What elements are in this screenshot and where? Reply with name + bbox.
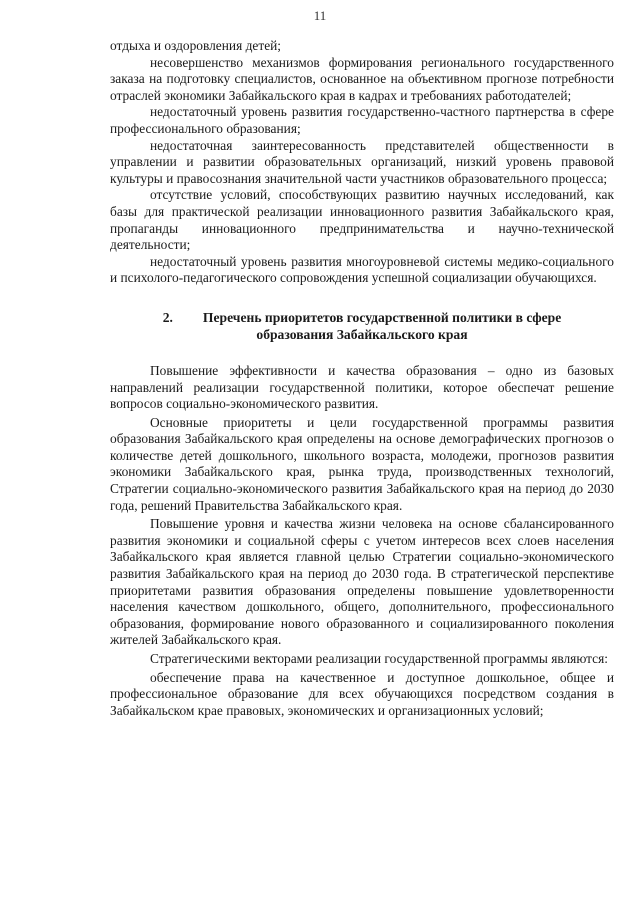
paragraph: несовершенство механизмов формирования регионального государственного заказа на подготовку специалистов, основанное на объективном прогнозе потребности отраслей экономики Забайкальского края в кадрах и требованиях работодателей; (110, 54, 614, 103)
section-priorities (110, 363, 614, 719)
page-number: 11 (313, 8, 327, 23)
paragraph: недостаточный уровень развития государственно-частного партнерства в сфере профессионального образования; (110, 104, 614, 136)
paragraph: Основные приоритеты и цели государственной программы развития образования Забайкальского края определены на основе демографических прогнозов о количестве детей дошкольного, школьного возраста, молодежи, прогнозов развития экономики Забайкальского края, рынка труда, производственных технологий, Стратегии социально-экономического развития Забайкальского края на период до 2030 года, решений Правительства Забайкальского края. (110, 414, 614, 513)
section-problems-list (110, 38, 614, 287)
section-heading (110, 309, 614, 343)
section-number: 2. (162, 309, 173, 325)
paragraph: отсутствие условий, способствующих развитию научных исследований, как базы для практической реализации инновационного развития Забайкальского края, пропаганды инновационного предпринимательства и научно-технической деятельности; (110, 187, 614, 253)
paragraph: недостаточный уровень развития многоуровневой системы медико-социального и психолого-педагогического сопровождения успешной социализации обучающихся. (110, 253, 614, 286)
document-body (110, 38, 614, 721)
section-title-line2: образования Забайкальского края (256, 326, 468, 342)
paragraph: Стратегическими векторами реализации государственной программы являются: (150, 651, 609, 666)
paragraph: Повышение уровня и качества жизни человека на основе сбалансированного развития экономики и социальной сферы с учетом интересов всех слоев населения Забайкальского края является главной целью Стратегии социально-экономического развития Забайкальского края на период до 2030 года. В стратегической перспективе приоритетами развития образования определены повышение удовлетворенности населения качеством дошкольного, общего, дополнительного, профессионального образования, формирование нового образованного и социализированного поколения жителей Забайкальского края. (110, 516, 614, 648)
paragraph: Повышение эффективности и качества образования – одно из базовых направлений реализации государственной политики, которое обеспечат решение вопросов социально-экономического развития. (110, 362, 614, 412)
paragraph: недостаточная заинтересованность представителей общественности в управлении и развитии образовательных организаций, низкий уровень правовой культуры и правосознания значительной части участников образовательного процесса; (110, 137, 614, 186)
paragraph: отдыха и оздоровления детей; (110, 38, 282, 53)
paragraph: обеспечение права на качественное и доступное дошкольное, общее и профессиональное образование для всех обучающихся посредством создания в Забайкальском крае правовых, экономических и организационных условий; (110, 669, 614, 718)
section-title-line1: Перечень приоритетов государственной политики в сфере (202, 309, 562, 325)
